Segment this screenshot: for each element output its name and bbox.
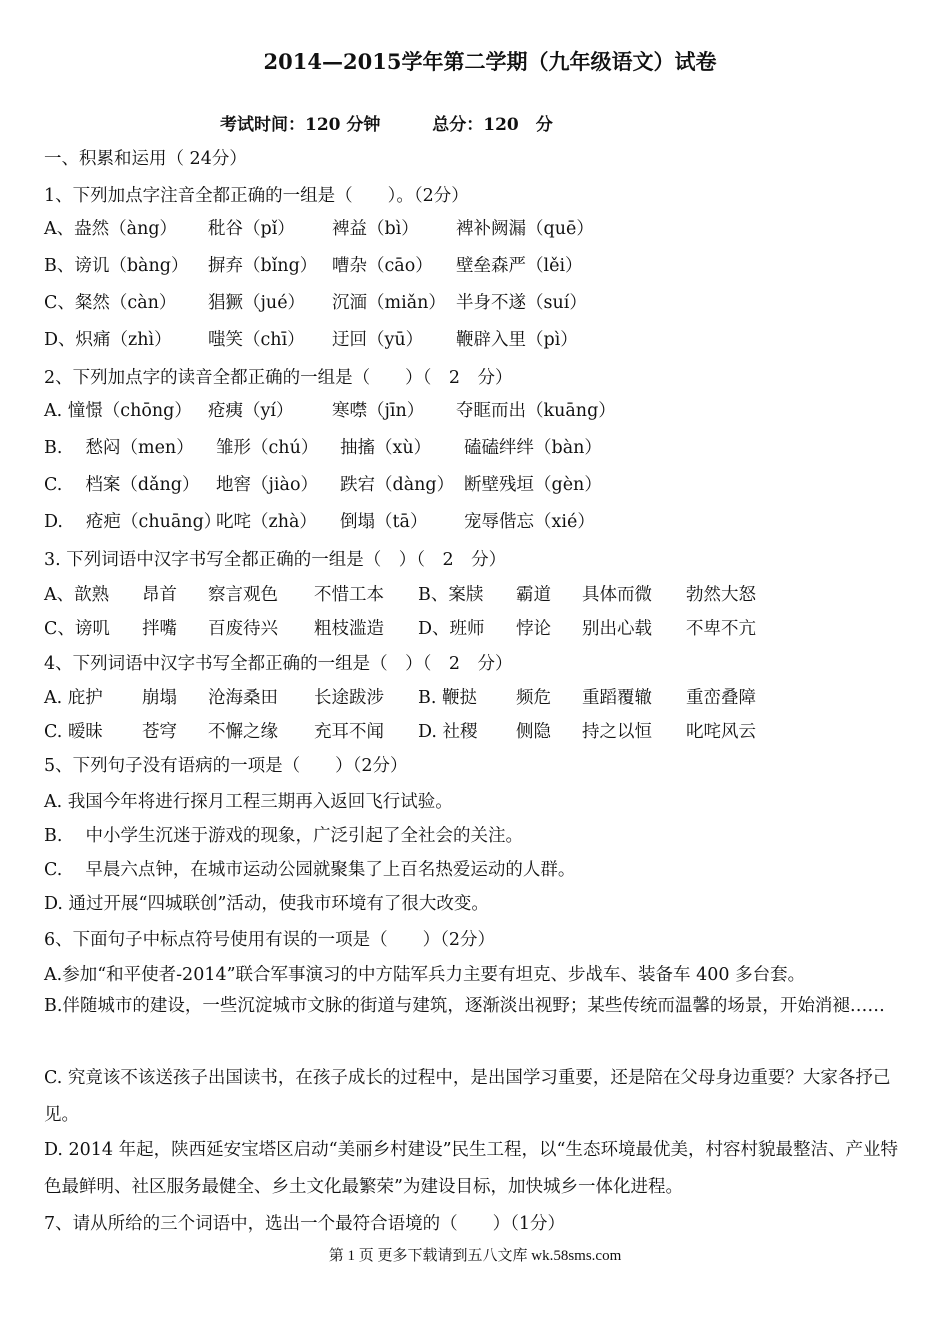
q3-cell: D、班师 xyxy=(418,619,485,639)
total-score: 总分：120 分 xyxy=(432,115,553,135)
q3-cell: 不卑不亢 xyxy=(686,619,756,639)
q2-cell: 夺眶而出（kuāng） xyxy=(456,401,616,421)
q4-cell: 叱咤风云 xyxy=(686,722,756,742)
q1-cell: B、谤讥（bàng） xyxy=(44,256,189,276)
q3-cell: 不惜工本 xyxy=(314,585,384,605)
question-3-stem: 3. 下列词语中汉字书写全都正确的一组是（ ）（ 2 分） xyxy=(44,550,507,570)
q4-cell: 重蹈覆辙 xyxy=(582,688,652,708)
q4-cell: 崩塌 xyxy=(142,688,177,708)
exam-time: 考试时间：120 分钟 xyxy=(220,115,381,135)
q3-cell: 悖论 xyxy=(516,619,551,639)
q2-cell: 跌宕（dàng） xyxy=(340,475,455,495)
q1-cell: 猖獗（jué） xyxy=(208,293,306,313)
q2-cell: C. 档案（dǎng） xyxy=(44,475,200,495)
q4-cell: A. 庇护 xyxy=(44,688,103,708)
q5-option: B. 中小学生沉迷于游戏的现象，广泛引起了全社会的关注。 xyxy=(44,826,523,846)
q4-cell: C. 暧昧 xyxy=(44,722,103,742)
q1-cell: 裨益（bì） xyxy=(332,219,419,239)
q6-option: D. 2014 年起，陕西延安宝塔区启动“美丽乡村建设”民生工程，以“生态环境最优美，村容村貌最整洁、产业特色最鲜明、社区服务最健全、乡土文化最繁荣”为建设目标，加快城乡一体化进程。 xyxy=(44,1140,898,1197)
exam-info xyxy=(220,110,553,135)
q1-cell: A、盎然（àng） xyxy=(44,219,178,239)
q3-cell: C、谤叽 xyxy=(44,619,110,639)
q2-cell: 倒塌（tā） xyxy=(340,512,428,532)
q2-cell: 疮痍（yí） xyxy=(208,401,294,421)
q4-cell: 苍穹 xyxy=(142,722,177,742)
q4-cell: D. 社稷 xyxy=(418,722,478,742)
q1-cell: 裨补阙漏（quē） xyxy=(456,219,594,239)
q4-cell: 长途跋涉 xyxy=(314,688,384,708)
q3-cell: 拌嘴 xyxy=(142,619,177,639)
page-title: 2014—2015学年第二学期（九年级语文）试卷 xyxy=(263,49,717,74)
q2-cell: 磕磕绊绊（bàn） xyxy=(464,438,602,458)
q1-cell: 迂回（yū） xyxy=(332,330,424,350)
q6-option: C. 究竟该不该送孩子出国读书，在孩子成长的过程中，是出国学习重要，还是陪在父母身边重要？大家各抒己见。 xyxy=(44,1068,891,1125)
page-footer: 第 1 页 更多下载请到五八文库 wk.58sms.com xyxy=(328,1248,622,1264)
q1-cell: 鞭辟入里（pì） xyxy=(456,330,578,350)
question-2-stem: 2、下列加点字的读音全都正确的一组是（ ）（ 2 分） xyxy=(44,368,513,388)
q2-cell: 雏形（chú） xyxy=(216,438,319,458)
q4-cell: 侧隐 xyxy=(516,722,551,742)
q1-cell: D、炽痛（zhì） xyxy=(44,330,172,350)
q3-cell: 别出心载 xyxy=(582,619,652,639)
q2-cell: 断壁残垣（gèn） xyxy=(464,475,602,495)
q6-option: A.参加“和平使者-2014”联合军事演习的中方陆军兵力主要有坦克、步战车、装备车 400 多台套。 xyxy=(44,965,806,985)
q2-cell: 寒噤（jīn） xyxy=(332,401,425,421)
q3-cell: 具体而微 xyxy=(582,585,652,605)
q1-cell: 嗤笑（chī） xyxy=(208,330,305,350)
q3-cell: 昂首 xyxy=(142,585,177,605)
q3-cell: B、案牍 xyxy=(418,585,484,605)
question-4-stem: 4、下列词语中汉字书写全都正确的一组是（ ）（ 2 分） xyxy=(44,654,513,674)
q3-cell: 勃然大怒 xyxy=(686,585,756,605)
q2-cell: B. 愁闷（men） xyxy=(44,438,194,458)
q4-cell: 持之以恒 xyxy=(582,722,652,742)
q2-cell: 叱咤（zhà） xyxy=(216,512,317,532)
q4-cell: 不懈之缘 xyxy=(208,722,278,742)
q4-cell: 频危 xyxy=(516,688,551,708)
q2-cell: D. 疮疤（chuāng） xyxy=(44,512,222,532)
q5-option: C. 早晨六点钟，在城市运动公园就聚集了上百名热爱运动的人群。 xyxy=(44,860,576,880)
q2-cell: 宠辱偕忘（xié） xyxy=(464,512,595,532)
q3-cell: 粗枝滥造 xyxy=(314,619,384,639)
q1-cell: C、粲然（càn） xyxy=(44,293,177,313)
q1-cell: 半身不遂（suí） xyxy=(456,293,587,313)
q2-cell: 抽搐（xù） xyxy=(340,438,432,458)
q1-cell: 摒弃（bǐng） xyxy=(208,256,318,276)
q2-cell: 地窖（jiào） xyxy=(216,475,318,495)
q3-cell: A、歆熟 xyxy=(44,585,110,605)
q4-cell: 沧海桑田 xyxy=(208,688,278,708)
q5-option: A. 我国今年将进行探月工程三期再入返回飞行试验。 xyxy=(44,792,453,812)
question-7-stem: 7、请从所给的三个词语中，选出一个最符合语境的（ ）（1分） xyxy=(44,1214,566,1234)
question-6-stem: 6、下面句子中标点符号使用有误的一项是（ ）（2分） xyxy=(44,930,496,950)
section-heading: 一、积累和运用（ 24分） xyxy=(44,149,247,169)
q1-cell: 嘈杂（cāo） xyxy=(332,256,433,276)
question-1-stem: 1、下列加点字注音全都正确的一组是（ ）。（2分） xyxy=(44,186,469,206)
q1-cell: 壁垒森严（lěi） xyxy=(456,256,583,276)
question-5-stem: 5、下列句子没有语病的一项是（ ）（2分） xyxy=(44,756,408,776)
q6-option: B.伴随城市的建设，一些沉淀城市文脉的街道与建筑，逐渐淡出视野；某些传统而温馨的场景，开始消褪…… xyxy=(44,996,885,1016)
q4-cell: B. 鞭挞 xyxy=(418,688,477,708)
q4-cell: 重峦叠障 xyxy=(686,688,756,708)
q3-cell: 百废待兴 xyxy=(208,619,278,639)
q4-cell: 充耳不闻 xyxy=(314,722,384,742)
q3-cell: 霸道 xyxy=(516,585,551,605)
q1-cell: 沉湎（miǎn） xyxy=(332,293,446,313)
q3-cell: 察言观色 xyxy=(208,585,278,605)
q5-option: D. 通过开展“四城联创”活动，使我市环境有了很大改变。 xyxy=(44,894,489,914)
q2-cell: A. 憧憬（chōng） xyxy=(44,401,192,421)
q1-cell: 秕谷（pǐ） xyxy=(208,219,295,239)
